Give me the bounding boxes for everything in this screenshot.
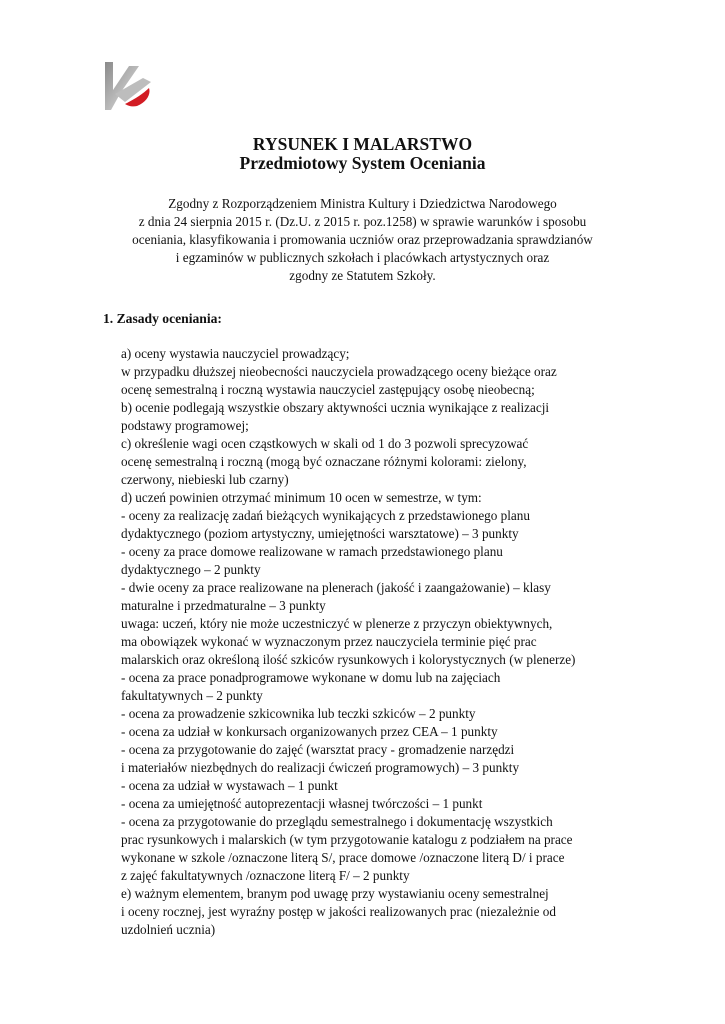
- intro-line: i egzaminów w publicznych szkołach i placówkach artystycznych oraz: [175, 250, 550, 265]
- text-line: - oceny za prace domowe realizowane w ramach przedstawionego planu: [121, 544, 503, 559]
- text-line: - oceny za realizację zadań bieżących wynikających z przedstawionego planu: [121, 508, 530, 523]
- text-line: i oceny rocznej, jest wyraźny postęp w jakości realizowanych prac (niezależnie od: [121, 904, 556, 919]
- text-line: podstawy programowej;: [121, 418, 249, 433]
- text-line: - ocena za przygotowanie do zajęć (warsztat pracy - gromadzenie narzędzi: [121, 742, 515, 757]
- text-line: dydaktycznego – 2 punkty: [121, 562, 261, 577]
- text-line: malarskich oraz określoną ilość szkiców rysunkowych i kolorystycznych (w plenerze): [121, 652, 576, 667]
- text-line: c) określenie wagi ocen cząstkowych w skali od 1 do 3 pozwoli sprecyzować: [121, 436, 529, 451]
- text-line: a) oceny wystawia nauczyciel prowadzący;: [121, 346, 350, 361]
- text-line: w przypadku dłuższej nieobecności nauczyciela prowadzącego oceny bieżące oraz: [121, 364, 557, 379]
- text-line: uzdolnień ucznia): [121, 922, 216, 937]
- text-line: ocenę semestralną i roczną (mogą być oznaczane różnymi kolorami: zielony,: [121, 454, 527, 469]
- text-line: fakultatywnych – 2 punkty: [121, 688, 263, 703]
- text-line: czerwony, niebieski lub czarny): [121, 472, 289, 487]
- page-title: RYSUNEK I MALARSTWO: [252, 134, 473, 154]
- text-line: - ocena za udział w wystawach – 1 punkt: [121, 778, 338, 793]
- text-line: - ocena za przygotowanie do przeglądu semestralnego i dokumentację wszystkich: [121, 814, 553, 829]
- text-line: dydaktycznego (poziom artystyczny, umiejętności warsztatowe) – 3 punkty: [121, 526, 519, 541]
- text-line: b) ocenie podlegają wszystkie obszary aktywności ucznia wynikające z realizacji: [121, 400, 550, 415]
- intro-line: z dnia 24 sierpnia 2015 r. (Dz.U. z 2015 r. poz.1258) w sprawie warunków i sposobu: [138, 214, 587, 229]
- intro-line: Zgodny z Rozporządzeniem Ministra Kultury i Dziedzictwa Narodowego: [168, 196, 557, 211]
- text-line: - dwie oceny za prace realizowane na plenerach (jakość i zaangażowanie) – klasy: [121, 580, 551, 595]
- school-logo: [99, 60, 155, 112]
- text-line: i materiałów niezbędnych do realizacji ćwiczeń programowych) – 3 punkty: [121, 760, 520, 775]
- text-line: - ocena za udział w konkursach organizowanych przez CEA – 1 punkty: [121, 724, 498, 739]
- section-heading: 1. Zasady oceniania:: [103, 311, 222, 326]
- text-line: prac rysunkowych i malarskich (w tym przygotowanie katalogu z podziałem na prace: [121, 832, 573, 847]
- text-line: - ocena za umiejętność autoprezentacji własnej twórczości – 1 punkt: [121, 796, 483, 811]
- intro-line: zgodny ze Statutem Szkoły.: [289, 268, 436, 283]
- text-line: - ocena za prowadzenie szkicownika lub teczki szkiców – 2 punkty: [121, 706, 476, 721]
- text-line: ocenę semestralną i roczną wystawia nauczyciel zastępujący osobę nieobecną;: [121, 382, 535, 397]
- text-line: z zajęć fakultatywnych /oznaczone literą F/ – 2 punkty: [121, 868, 410, 883]
- text-line: maturalne i przedmaturalne – 3 punkty: [121, 598, 326, 613]
- text-line: uwaga: uczeń, który nie może uczestniczyć w plenerze z przyczyn obiektywnych,: [121, 616, 553, 631]
- intro-line: oceniania, klasyfikowania i promowania uczniów oraz przeprowadzania sprawdzianów: [132, 232, 593, 247]
- text-line: - ocena za prace ponadprogramowe wykonane w domu lub na zajęciach: [121, 670, 501, 685]
- text-line: d) uczeń powinien otrzymać minimum 10 ocen w semestrze, w tym:: [121, 490, 482, 505]
- text-line: e) ważnym elementem, branym pod uwagę przy wystawianiu oceny semestralnej: [121, 886, 549, 901]
- text-line: ma obowiązek wykonać w wyznaczonym przez nauczyciela terminie pięć prac: [121, 634, 537, 649]
- text-line: wykonane w szkole /oznaczone literą S/, prace domowe /oznaczone literą D/ i prace: [121, 850, 565, 865]
- page-subtitle: Przedmiotowy System Oceniania: [239, 153, 486, 173]
